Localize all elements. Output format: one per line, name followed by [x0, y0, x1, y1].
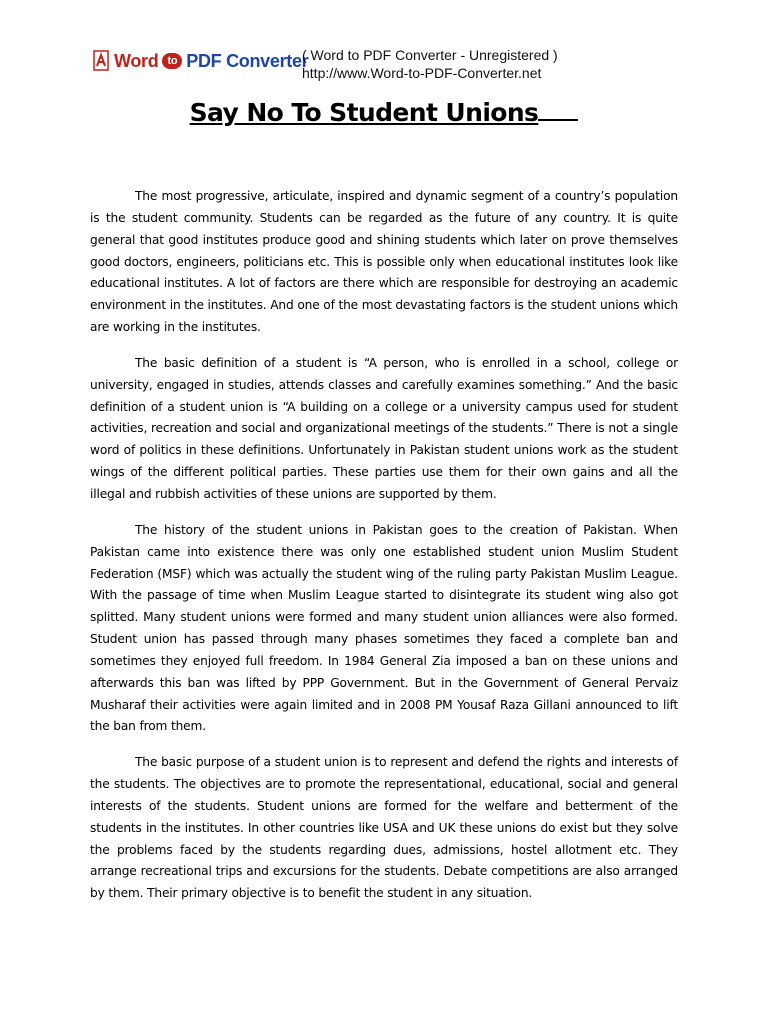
watermark-url-line: http://www.Word-to-PDF-Converter.net	[302, 65, 542, 81]
title-underline-trail	[538, 97, 578, 121]
logo-word-text: Word	[114, 50, 159, 71]
paragraph-1: The most progressive, articulate, inspired and dynamic segment of a country’s population is the student community. Students can be regarded as the future of any country. It is quite general that good institutes produce good and shining students which later on prove themselves good doctors, engineers, politicians etc. This is possible only when educational institutes look like educational institutes. A lot of factors are there which are responsible for destroying an academic environment in the institutes. And one of the most devastating factors is the student unions which are working in the institutes.	[90, 189, 678, 335]
logo-to-badge: to	[162, 53, 182, 69]
converter-logo	[93, 48, 308, 74]
document-body	[90, 186, 678, 919]
logo-pdf-converter-text: PDF Converter	[186, 50, 309, 71]
paragraph-4: The basic purpose of a student union is to represent and defend the rights and interests of the students. The objectives are to promote the representational, educational, social and general interests of the students. Student unions are formed for the welfare and betterment of the students in the institutes. In other countries like USA and UK these unions do exist but they solve the problems faced by the students regarding dues, admissions, hostel allotment etc. They arrange recreational trips and excursions for the students. Debate competitions are also arranged by them. Their primary objective is to benefit the student in any situation.	[90, 755, 678, 901]
watermark-text	[302, 46, 558, 82]
converter-watermark	[93, 44, 613, 84]
pdf-logo-icon	[93, 50, 111, 72]
paragraph-3: The history of the student unions in Pakistan goes to the creation of Pakistan. When Pakistan came into existence there was only one established student union Muslim Student Federation (MSF) which was actually the student wing of the ruling party Pakistan Muslim League. With the passage of time when Muslim League started to disintegrate its student wing also got splitted. Many student unions were formed and many student union alliances were also formed. Student union has passed through many phases sometimes they faced a complete ban and sometimes they enjoyed full freedom. In 1984 General Zia imposed a ban on these unions and afterwards this ban was lifted by PPP Government. But in the Government of General Pervaiz Musharaf their activities were again limited and in 2008 PM Yousaf Raza Gillani announced to lift the ban from them.	[90, 522, 678, 734]
document-title	[0, 96, 768, 130]
paragraph-2: The basic definition of a student is “A person, who is enrolled in a school, college or university, engaged in studies, attends classes and carefully examines something.” And the basic definition of a student union is “A building on a college or a university campus used for student activities, recreation and social and organizational meetings of the students.” There is not a single word of politics in these definitions. Unfortunately in Pakistan student unions work as the student wings of the different political parties. These parties use them for their own gains and all the illegal and rubbish activities of these unions are supported by them.	[90, 355, 678, 501]
watermark-unregistered-line: ( Word to PDF Converter - Unregistered )	[302, 47, 558, 63]
document-title-text: Say No To Student Unions	[189, 98, 539, 127]
